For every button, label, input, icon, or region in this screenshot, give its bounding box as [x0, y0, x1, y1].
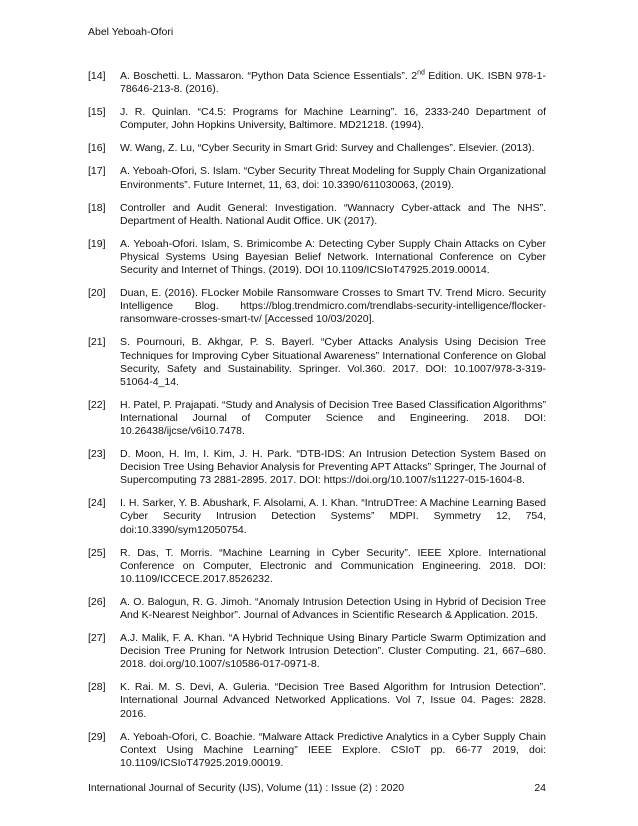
reference-entry — [88, 287, 546, 326]
reference-number: [26] — [88, 595, 106, 608]
reference-number: [28] — [88, 681, 106, 694]
reference-number: [25] — [88, 546, 106, 559]
reference-number: [27] — [88, 632, 106, 645]
reference-text — [120, 497, 546, 536]
reference-text-main: Controller and Audit General: Investigation. “Wannacry Cyber-attack and The NHS”. Department of Health. National Audit Office. UK (2017). — [120, 201, 546, 227]
reference-text — [120, 202, 546, 228]
reference-entry — [88, 106, 546, 132]
reference-text — [120, 238, 546, 277]
running-header-author: Abel Yeboah-Ofori — [88, 26, 174, 38]
reference-text-main: A. Yeboah-Ofori. Islam, S. Brimicombe A: Detecting Cyber Supply Chain Attacks on Cyber Physical Systems Using Bayesian Belief Network. International Conference on Cyber Security and Internet of Things. (2019). DOI 10.1109/ICSIoT47925.2019.00014. — [120, 237, 546, 277]
reference-superscript: nd — [417, 69, 425, 77]
reference-list — [88, 70, 546, 780]
reference-text — [120, 399, 546, 438]
reference-number: [21] — [88, 336, 106, 349]
reference-text-main: A. Yeboah-Ofori, C. Boachie. “Malware Attack Predictive Analytics in a Cyber Supply Chain Context Using Machine Learning” IEEE Explore. CSIoT pp. 66-77 2019, doi: 10.1109/ICSIoT47925.2019.00019. — [120, 730, 546, 769]
reference-text-main: A. Boschetti. L. Massaron. “Python Data Science Essentials”. 2 — [120, 70, 418, 82]
reference-text-main: I. H. Sarker, Y. B. Abushark, F. Alsolami, A. I. Khan. “IntruDTree: A Machine Learning Based Cyber Security Intrusion Detection Systems” MDPI. Symmetry 12, 754, doi:10.3390/sym12050754. — [120, 497, 546, 536]
reference-text — [120, 547, 546, 586]
reference-number: [15] — [88, 106, 106, 119]
reference-entry — [88, 448, 546, 487]
reference-entry — [88, 202, 546, 228]
reference-entry — [88, 632, 546, 671]
reference-text-main: Duan, E. (2016). FLocker Mobile Ransomware Crosses to Smart TV. Trend Micro. Security Intelligence Blog. https://blog.trendmicro.com/trendlabs-security-intelligence/flocker-ransomware-crosses-smart-tv/ [Accessed 10/03/2020]. — [120, 287, 546, 326]
footer-page-number: 24 — [534, 782, 546, 794]
reference-text-main: S. Pournouri, B. Akhgar, P. S. Bayerl. “Cyber Attacks Analysis Using Decision Tree Techniques for Improving Cyber Situational Awareness” International Conference on Global Security, Safety and Sustainability. Springer. Vol.360. 2017. DOI: 10.1007/978-3-319-51064-4_14. — [120, 336, 546, 388]
reference-number: [29] — [88, 730, 106, 743]
reference-number: [24] — [88, 497, 106, 510]
reference-text-main: W. Wang, Z. Lu, “Cyber Security in Smart Grid: Survey and Challenges”. Elsevier. (2013). — [120, 142, 535, 155]
reference-text — [120, 681, 546, 720]
reference-text — [120, 596, 546, 622]
reference-entry — [88, 399, 546, 438]
reference-entry — [88, 336, 546, 388]
reference-text-main: D. Moon, H. Im, I. Kim, J. H. Park. “DTB-IDS: An Intrusion Detection System Based on Decision Tree Using Behavior Analysis for Preventing APT Attacks” Springer, The Journal of Supercomputing 73 2881-2895. 2017. DOI: https://doi.org/10.1007/s11227-015-1604-8. — [120, 448, 546, 487]
reference-text-main: R. Das, T. Morris. “Machine Learning in Cyber Security”. IEEE Xplore. International Conference on Computer, Electronic and Communication Engineering. 2018. DOI: 10.1109/ICCECE.2017.8526232. — [120, 546, 546, 585]
reference-entry — [88, 731, 546, 770]
reference-text — [120, 287, 546, 326]
reference-entry — [88, 681, 546, 720]
reference-number: [18] — [88, 201, 106, 214]
reference-number: [20] — [88, 287, 106, 300]
reference-text — [120, 448, 546, 487]
reference-number: [14] — [88, 70, 106, 82]
reference-entry — [88, 165, 546, 191]
reference-entry — [88, 497, 546, 536]
reference-number: [23] — [88, 448, 106, 461]
page-footer — [88, 782, 546, 794]
reference-text — [120, 70, 546, 96]
footer-journal-info: International Journal of Security (IJS), Volume (11) : Issue (2) : 2020 — [88, 782, 405, 794]
reference-text-main: A.J. Malik, F. A. Khan. “A Hybrid Technique Using Binary Particle Swarm Optimization and Decision Tree Pruning for Network Intrusion Detection”. Cluster Computing. 21, 667–680. 2018. doi.org/10.1007/s10586-017-0971-8. — [120, 632, 546, 671]
reference-text — [120, 106, 546, 132]
reference-text-main: J. R. Quinlan. “C4.5: Programs for Machine Learning”. 16, 2333-240 Department of Computer, John Hopkins University, Baltimore. MD21218. (1994). — [120, 106, 546, 132]
reference-number: [19] — [88, 237, 106, 250]
reference-entry — [88, 547, 546, 586]
reference-entry — [88, 238, 546, 277]
reference-text — [120, 336, 546, 388]
reference-text — [120, 165, 546, 191]
reference-text — [120, 632, 546, 671]
reference-number: [17] — [88, 165, 106, 178]
reference-number: [22] — [88, 398, 106, 411]
reference-entry — [88, 142, 546, 155]
reference-text-main: K. Rai. M. S. Devi, A. Guleria. “Decision Tree Based Algorithm for Intrusion Detection”. International Journal Advanced Networked Applications. Vol 7, Issue 04. Pages: 2828. 2016. — [120, 681, 546, 720]
reference-entry — [88, 596, 546, 622]
reference-text — [120, 731, 546, 770]
reference-text-main: A. O. Balogun, R. G. Jimoh. “Anomaly Intrusion Detection Using in Hybrid of Decision Tree And K-Nearest Neighbor”. Journal of Advances in Scientific Research & Application. 2015. — [120, 595, 546, 621]
reference-number: [16] — [88, 142, 106, 155]
reference-text-main: A. Yeboah-Ofori, S. Islam. “Cyber Security Threat Modeling for Supply Chain Organizational Environments”. Future Internet, 11, 63, doi: 10.3390/611030063, (2019). — [120, 165, 546, 191]
reference-entry — [88, 70, 546, 96]
reference-text-main: H. Patel, P. Prajapati. “Study and Analysis of Decision Tree Based Classification Algorithms” International Journal of Computer Science and Engineering. 2018. DOI: 10.26438/ijcse/v6i10.7478. — [120, 398, 546, 437]
reference-text — [120, 142, 546, 155]
reference-text-continued: Edition. UK. ISBN 978-1-78646-213-8. (2016). — [120, 70, 546, 96]
